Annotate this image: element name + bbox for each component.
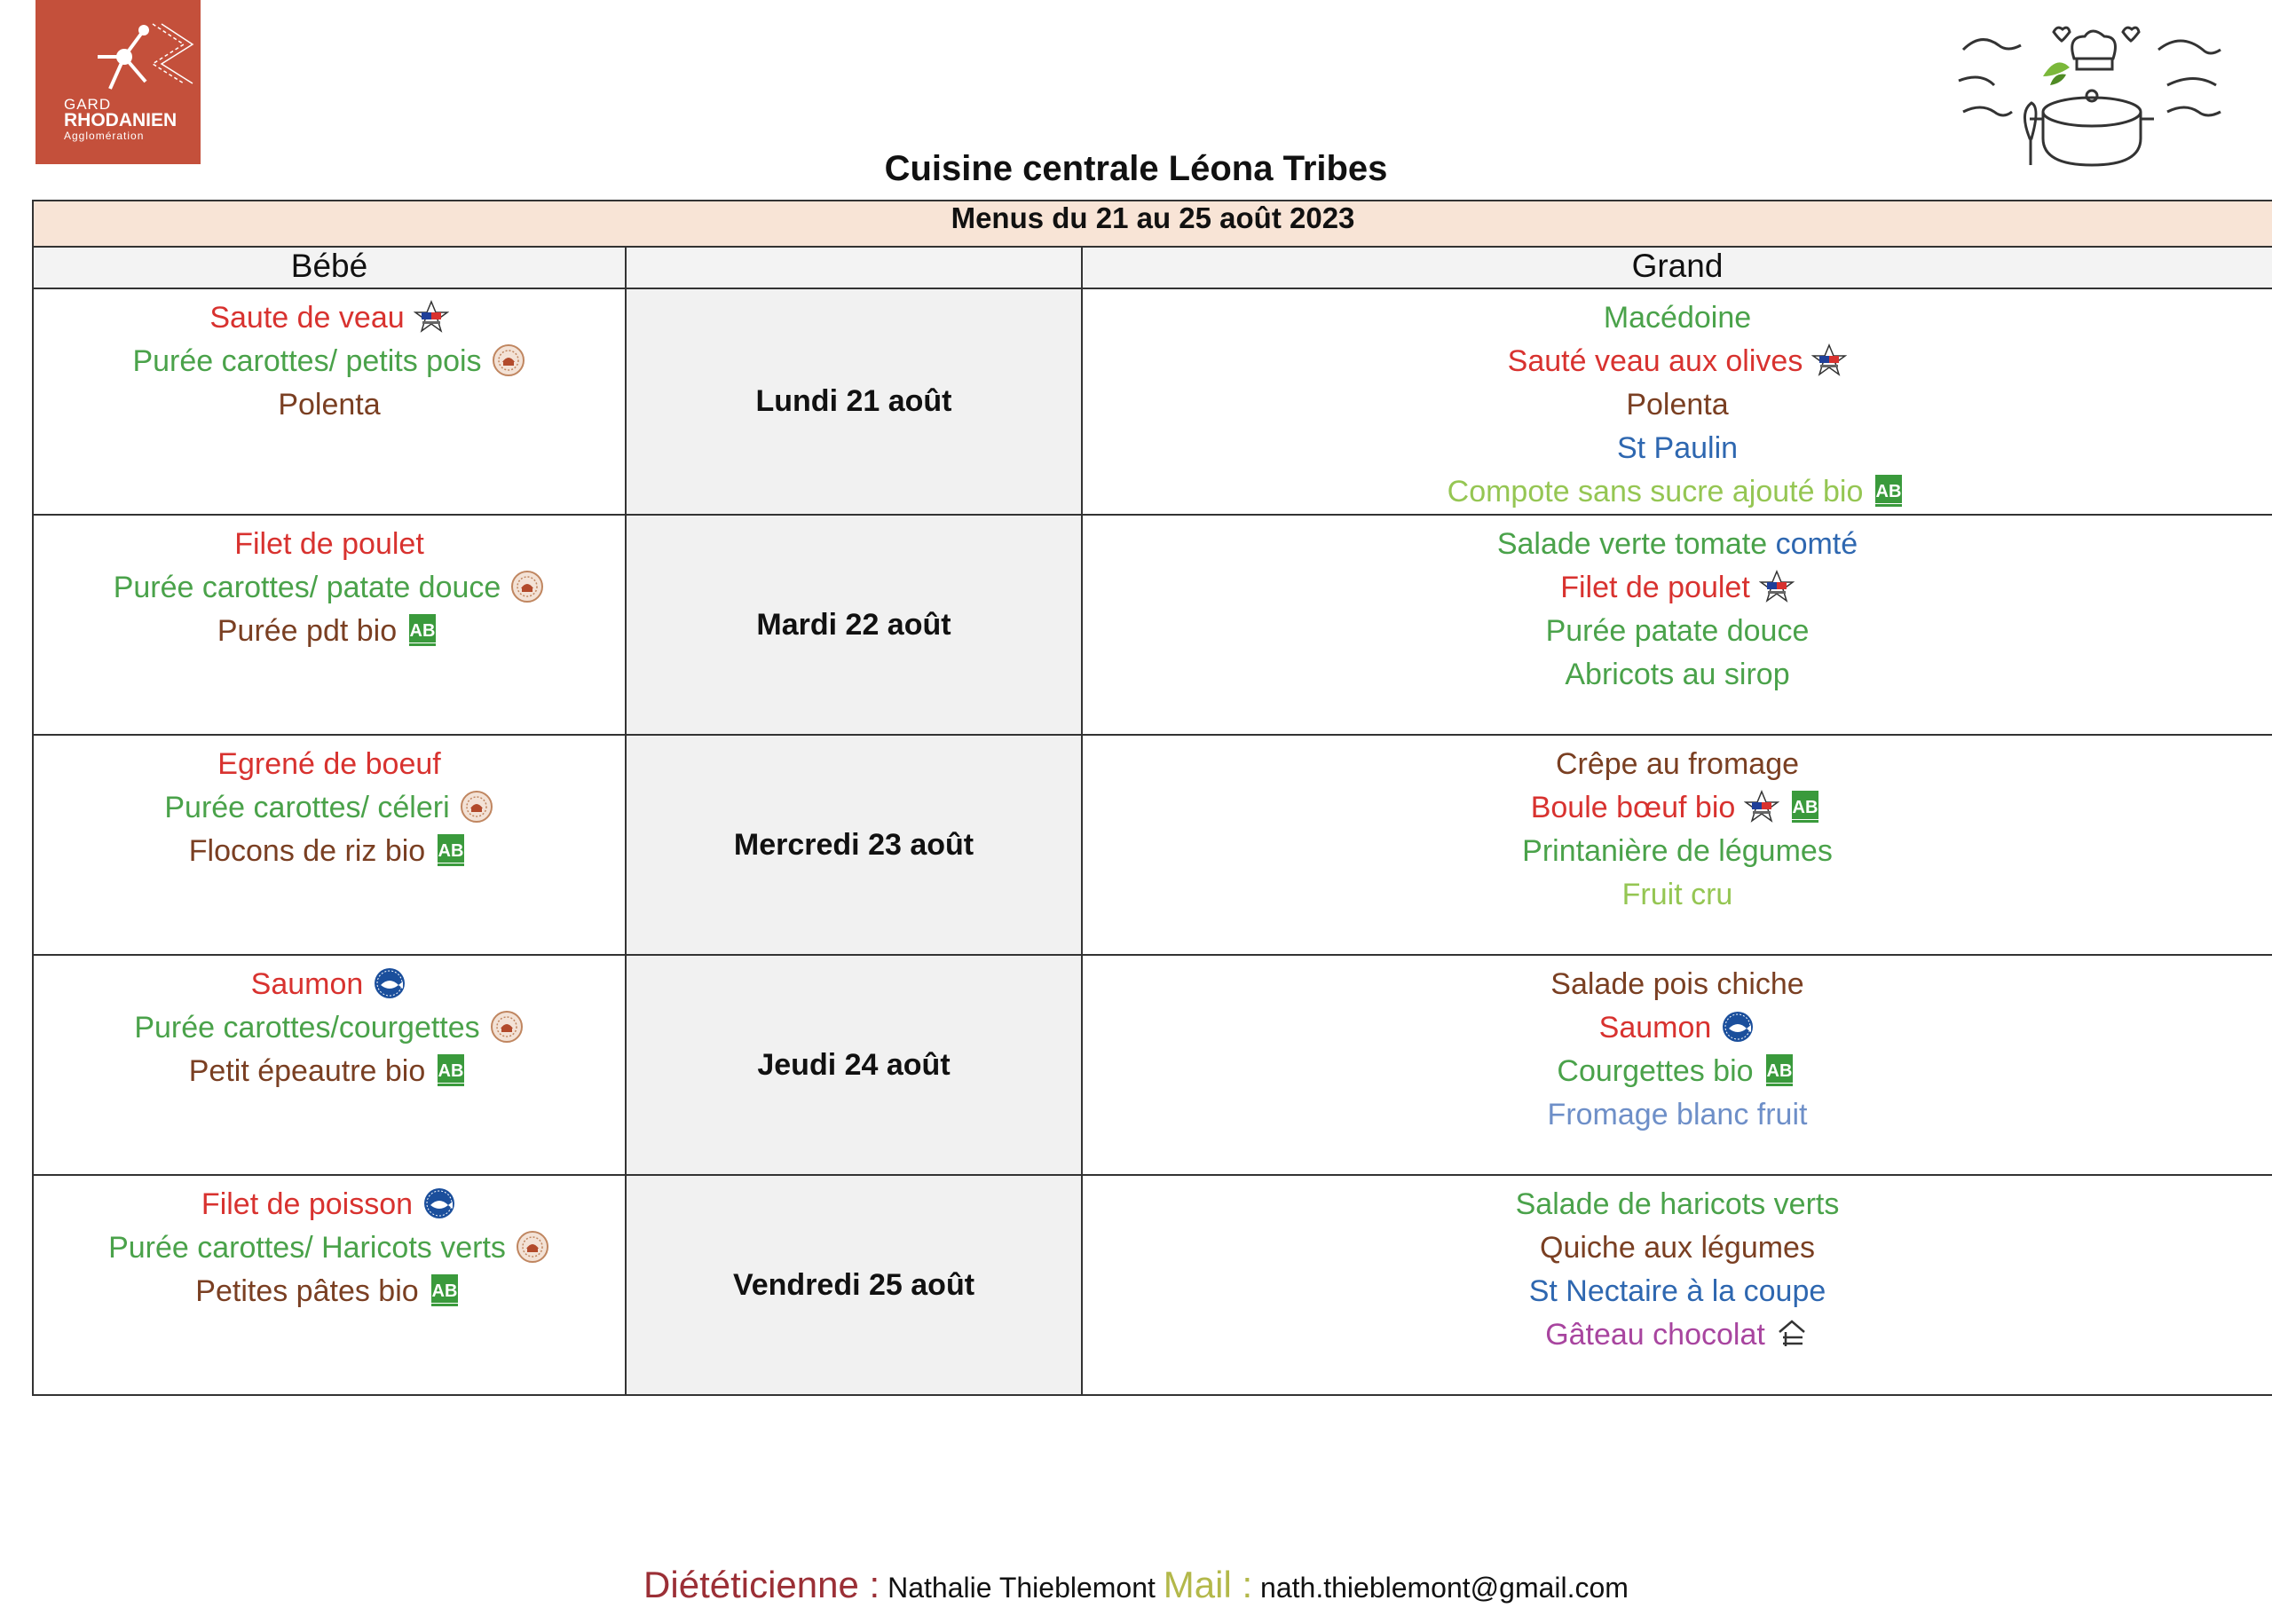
day-row bbox=[33, 288, 2272, 515]
menu-item bbox=[1083, 830, 2272, 873]
ab-bio-icon bbox=[1872, 473, 1907, 508]
menu-item bbox=[34, 610, 625, 653]
grand-menu-items bbox=[1083, 736, 2272, 917]
bebe-menu-items bbox=[34, 736, 625, 873]
menu-item-text: Saute de veau bbox=[209, 301, 405, 335]
menu-item-text: Purée patate douce bbox=[1545, 614, 1810, 648]
menu-item-text: Quiche aux légumes bbox=[1540, 1231, 1815, 1265]
menu-item-text-secondary: comté bbox=[1775, 527, 1858, 561]
menu-item bbox=[1083, 1313, 2272, 1357]
menu-item bbox=[34, 743, 625, 786]
menu-item-text: Filet de poisson bbox=[201, 1187, 414, 1221]
menu-period: Menus du 21 au 25 août 2023 bbox=[33, 201, 2272, 247]
msc-fish-icon bbox=[372, 966, 407, 1001]
menu-item bbox=[1083, 610, 2272, 653]
bebe-cell bbox=[33, 288, 626, 515]
bebe-menu-items bbox=[34, 516, 625, 653]
grand-cell bbox=[1082, 515, 2272, 735]
ab-bio-icon bbox=[1788, 789, 1824, 824]
menu-item-text: Filet de poulet bbox=[1560, 571, 1750, 604]
label-star-icon bbox=[1759, 569, 1795, 604]
fait-maison-icon bbox=[509, 569, 545, 604]
menu-item bbox=[34, 383, 625, 427]
menu-item bbox=[1083, 743, 2272, 786]
menu-item-text: Polenta bbox=[278, 388, 381, 422]
day-row bbox=[33, 1175, 2272, 1395]
menu-item-text: Compote sans sucre ajouté bio bbox=[1447, 475, 1864, 508]
menu-item bbox=[1083, 1270, 2272, 1313]
menu-item bbox=[1083, 523, 2272, 566]
menu-item-text: Purée carottes/ céleri bbox=[164, 791, 450, 824]
label-star-icon bbox=[414, 299, 449, 335]
menu-item bbox=[1083, 963, 2272, 1006]
menu-item bbox=[1083, 653, 2272, 697]
menu-item-text: Purée pdt bio bbox=[217, 614, 398, 648]
label-star-icon bbox=[1744, 789, 1779, 824]
fait-maison-icon bbox=[459, 789, 494, 824]
bebe-cell bbox=[33, 735, 626, 955]
grand-menu-items bbox=[1083, 956, 2272, 1137]
bebe-menu-items bbox=[34, 956, 625, 1093]
menu-item-text: Polenta bbox=[1626, 388, 1729, 422]
menu-item-text: Salade de haricots verts bbox=[1515, 1187, 1840, 1221]
menu-item-text: Purée carottes/ petits pois bbox=[132, 344, 482, 378]
logo-line-1: GARD bbox=[64, 96, 112, 113]
menu-item bbox=[1083, 873, 2272, 917]
mail-label: Mail : bbox=[1163, 1564, 1253, 1605]
menu-item-text: Salade verte tomate bbox=[1496, 527, 1768, 561]
column-header-bebe: Bébé bbox=[33, 247, 626, 288]
menu-period-row bbox=[33, 201, 2272, 247]
menu-item-text: Filet de poulet bbox=[234, 527, 424, 561]
grand-menu-items bbox=[1083, 289, 2272, 514]
menu-item bbox=[1083, 427, 2272, 470]
menu-item bbox=[1083, 296, 2272, 340]
days-body bbox=[33, 288, 2272, 1395]
svg-text:AB: AB bbox=[1792, 798, 1818, 818]
menu-item-text: St Nectaire à la coupe bbox=[1528, 1274, 1826, 1308]
column-header-day bbox=[626, 247, 1082, 288]
menu-item bbox=[1083, 1093, 2272, 1137]
svg-text:AB: AB bbox=[1766, 1061, 1793, 1082]
menu-item-text: Courgettes bio bbox=[1557, 1054, 1754, 1088]
menu-item bbox=[34, 296, 625, 340]
grand-menu-items bbox=[1083, 1176, 2272, 1357]
menu-item bbox=[1083, 470, 2272, 514]
ab-bio-icon bbox=[1763, 1052, 1798, 1088]
column-header-grand: Grand bbox=[1082, 247, 2272, 288]
logo-line-3: Agglomération bbox=[64, 130, 145, 142]
menu-item bbox=[1083, 383, 2272, 427]
house-made-icon bbox=[1774, 1316, 1810, 1352]
menu-item bbox=[1083, 1006, 2272, 1050]
menu-item-text: St Paulin bbox=[1616, 431, 1739, 465]
dietitian-name: Nathalie Thieblemont bbox=[888, 1572, 1156, 1604]
logo-mark-icon bbox=[91, 20, 215, 99]
menu-item-text: Fromage blanc fruit bbox=[1547, 1098, 1808, 1131]
menu-item-text: Printanière de légumes bbox=[1522, 834, 1833, 868]
menu-item bbox=[34, 1270, 625, 1313]
day-label: Jeudi 24 août bbox=[626, 955, 1082, 1175]
menu-item-text: Macédoine bbox=[1603, 301, 1752, 335]
ab-bio-icon bbox=[406, 612, 441, 648]
menu-table bbox=[32, 200, 2272, 1396]
menu-item bbox=[34, 830, 625, 873]
menu-item bbox=[1083, 1226, 2272, 1270]
menu-item bbox=[1083, 566, 2272, 610]
menu-item-text: Flocons de riz bio bbox=[188, 834, 426, 868]
svg-text:AB: AB bbox=[431, 1281, 458, 1302]
bebe-cell bbox=[33, 515, 626, 735]
msc-fish-icon bbox=[422, 1186, 457, 1221]
fait-maison-icon bbox=[491, 343, 526, 378]
ab-bio-icon bbox=[434, 832, 469, 868]
menu-item-text: Petit épeautre bio bbox=[188, 1054, 426, 1088]
svg-text:AB: AB bbox=[409, 621, 436, 642]
menu-item bbox=[34, 1226, 625, 1270]
menu-item-text: Saumon bbox=[250, 967, 364, 1001]
fait-maison-icon bbox=[489, 1009, 525, 1045]
menu-item bbox=[34, 786, 625, 830]
msc-fish-icon bbox=[1720, 1009, 1755, 1045]
ab-bio-icon bbox=[428, 1273, 463, 1308]
menu-item-text: Egrené de boeuf bbox=[217, 747, 441, 781]
menu-item-text: Abricots au sirop bbox=[1565, 658, 1790, 691]
menu-item bbox=[34, 1006, 625, 1050]
grand-menu-items bbox=[1083, 516, 2272, 697]
label-star-icon bbox=[1811, 343, 1847, 378]
day-row bbox=[33, 735, 2272, 955]
menu-item-text: Salade pois chiche bbox=[1550, 967, 1804, 1001]
grand-cell bbox=[1082, 955, 2272, 1175]
menu-item bbox=[34, 340, 625, 383]
svg-text:AB: AB bbox=[438, 1061, 464, 1082]
ab-bio-icon bbox=[434, 1052, 469, 1088]
day-row bbox=[33, 515, 2272, 735]
menu-item bbox=[1083, 340, 2272, 383]
menu-item-text: Petites pâtes bio bbox=[195, 1274, 419, 1308]
menu-item-text: Purée carottes/ Haricots verts bbox=[108, 1231, 506, 1265]
fait-maison-icon bbox=[515, 1229, 550, 1265]
bebe-cell bbox=[33, 955, 626, 1175]
footer bbox=[0, 1564, 2272, 1606]
grand-cell bbox=[1082, 1175, 2272, 1395]
menu-item-text: Sauté veau aux olives bbox=[1507, 344, 1803, 378]
menu-item-text: Crêpe au fromage bbox=[1555, 747, 1800, 781]
day-label: Vendredi 25 août bbox=[626, 1175, 1082, 1395]
day-label: Mardi 22 août bbox=[626, 515, 1082, 735]
menu-item bbox=[34, 963, 625, 1006]
column-header-row bbox=[33, 247, 2272, 288]
grand-cell bbox=[1082, 288, 2272, 515]
menu-item bbox=[34, 1050, 625, 1093]
menu-item bbox=[34, 566, 625, 610]
dietitian-label: Diététicienne : bbox=[643, 1564, 880, 1605]
day-label: Lundi 21 août bbox=[626, 288, 1082, 515]
menu-item-text: Saumon bbox=[1598, 1011, 1712, 1045]
menu-item bbox=[34, 523, 625, 566]
svg-text:AB: AB bbox=[1875, 482, 1902, 502]
gard-rhodanien-logo bbox=[36, 0, 201, 164]
menu-item bbox=[1083, 1050, 2272, 1093]
menu-item-text: Boule bœuf bio bbox=[1530, 791, 1736, 824]
menu-item-text: Purée carottes/ patate douce bbox=[113, 571, 501, 604]
logo-line-2: RHODANIEN bbox=[64, 110, 178, 130]
day-row bbox=[33, 955, 2272, 1175]
bebe-cell bbox=[33, 1175, 626, 1395]
bebe-menu-items bbox=[34, 1176, 625, 1313]
menu-item bbox=[1083, 786, 2272, 830]
menu-item-text: Fruit cru bbox=[1621, 878, 1733, 911]
bebe-menu-items bbox=[34, 289, 625, 427]
mail-address: nath.thieblemont@gmail.com bbox=[1260, 1572, 1629, 1604]
svg-text:AB: AB bbox=[438, 841, 464, 862]
page-title: Cuisine centrale Léona Tribes bbox=[884, 149, 1388, 188]
menu-item bbox=[34, 1183, 625, 1226]
menu-item-text: Gâteau chocolat bbox=[1545, 1318, 1765, 1352]
day-label: Mercredi 23 août bbox=[626, 735, 1082, 955]
menu-item-text: Purée carottes/courgettes bbox=[134, 1011, 480, 1045]
menu-item bbox=[1083, 1183, 2272, 1226]
grand-cell bbox=[1082, 735, 2272, 955]
